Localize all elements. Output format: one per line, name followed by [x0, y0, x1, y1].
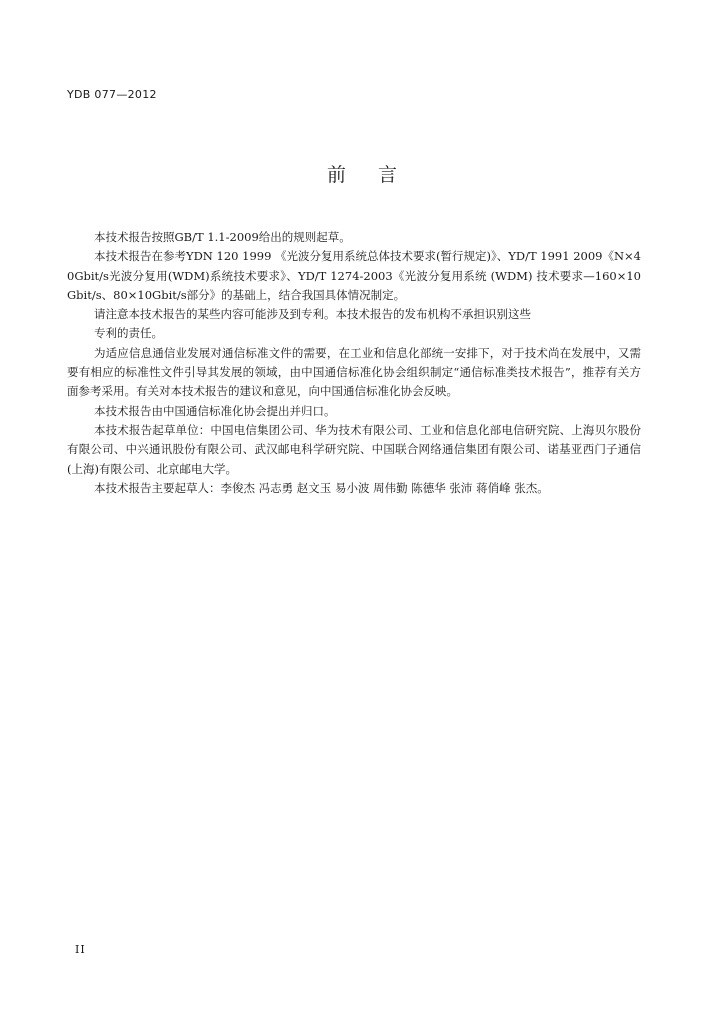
- page-number: II: [75, 943, 86, 956]
- paragraph-drafting-rules: 本技术报告按照GB/T 1.1-2009给出的规则起草。: [94, 230, 351, 244]
- page-title: 前言: [326, 164, 429, 186]
- paragraph-patent-responsibility: 专利的责任。: [94, 326, 163, 341]
- paragraph-patent-notice: 请注意本技术报告的某些内容可能涉及到专利。本技术报告的发布机构不承担识别这些: [94, 307, 531, 322]
- paragraph-proposed-by: 本技术报告由中国通信标准化协会提出并归口。: [94, 403, 336, 418]
- paragraph-drafters: 本技术报告主要起草人：李俊杰 冯志勇 赵文玉 易小波 周伟勤 陈德华 张沛 蒋俏峰 张杰。: [94, 480, 549, 495]
- paragraph-references: 本技术报告在参考YDN 120 1999 《光波分复用系统总体技术要求(暂行规定)》、YD/T 1991 2009《N×40Gbit/s光波分复用(WDM)系统技术要求》、YD/T 1274-2003《光波分复用系统 (WDM) 技术要求—160×10Gbit/s、80×10Gbit/s部分》的基础上，结合我国具体情况制定。: [67, 249, 641, 302]
- paragraph-drafting-units: 本技术报告起草单位：中国电信集团公司、华为技术有限公司、工业和信息化部电信研究院、上海贝尔股份有限公司、中兴通讯股份有限公司、武汉邮电科学研究院、中国联合网络通信集团有限公司、诺基亚西门子通信(上海)有限公司、北京邮电大学。: [67, 422, 641, 476]
- document-code-header: YDB 077—2012: [67, 88, 157, 101]
- paragraph-purpose: 为适应信息通信业发展对通信标准文件的需要，在工业和信息化部统一安排下，对于技术尚在发展中，又需要有相应的标准性文件引导其发展的领域，由中国通信标准化协会组织制定“通信标准类技术报告”，推荐有关方面参考采用。有关对本技术报告的建议和意见，向中国通信标准化协会反映。: [67, 345, 641, 399]
- foreword-body: [67, 228, 641, 498]
